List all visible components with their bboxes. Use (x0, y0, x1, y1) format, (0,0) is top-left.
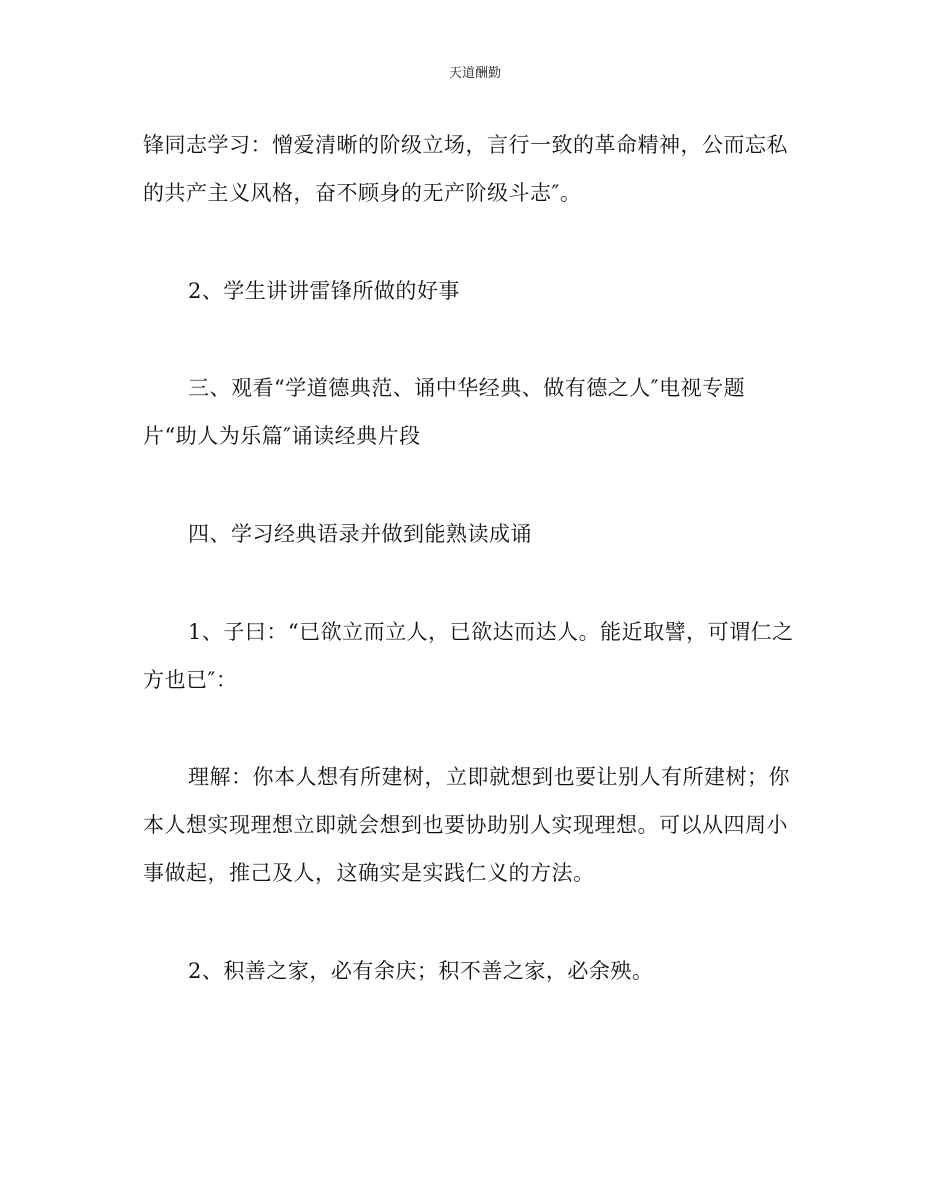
text-line: 四、学习经典语录并做到能熟读成诵 (188, 522, 532, 546)
paragraph-lei-feng-spirit (143, 121, 813, 217)
paragraph-section-3-video (143, 364, 813, 460)
text-line: 2、学生讲讲雷锋所做的好事 (188, 279, 460, 303)
paragraph-quote-1 (143, 608, 813, 704)
paragraph-item-2-good-deeds (143, 267, 813, 315)
text-line: 1、子曰：“已欲立而立人，已欲达而达人。能近取譬，可谓仁之 (188, 620, 794, 644)
page-header: 天道酬勤 (448, 66, 501, 81)
text-line: 锋同志学习：憎爱清晰的阶级立场，言行一致的革命精神，公而忘私 (143, 133, 788, 157)
text-line: 片“助人为乐篇″诵读经典片段 (143, 424, 421, 448)
paragraph-section-4-classics (143, 510, 813, 558)
text-line: 理解：你本人想有所建树，立即就想到也要让别人有所建树；你 (188, 765, 790, 789)
text-line: 方也已″： (143, 668, 238, 692)
text-line: 的共产主义风格，奋不顾身的无产阶级斗志″。 (143, 181, 582, 205)
paragraph-quote-2 (143, 947, 813, 995)
text-line: 本人想实现理想立即就会想到也要协助别人实现理想。可以从四周小 (143, 813, 788, 837)
text-line: 三、观看“学道德典范、诵中华经典、做有德之人″电视专题 (188, 376, 746, 400)
text-line: 2、积善之家，必有余庆；积不善之家，必余殃。 (188, 959, 654, 983)
paragraph-understanding (143, 753, 813, 897)
text-line: 事做起，推己及人，这确实是实践仁义的方法。 (143, 861, 595, 885)
